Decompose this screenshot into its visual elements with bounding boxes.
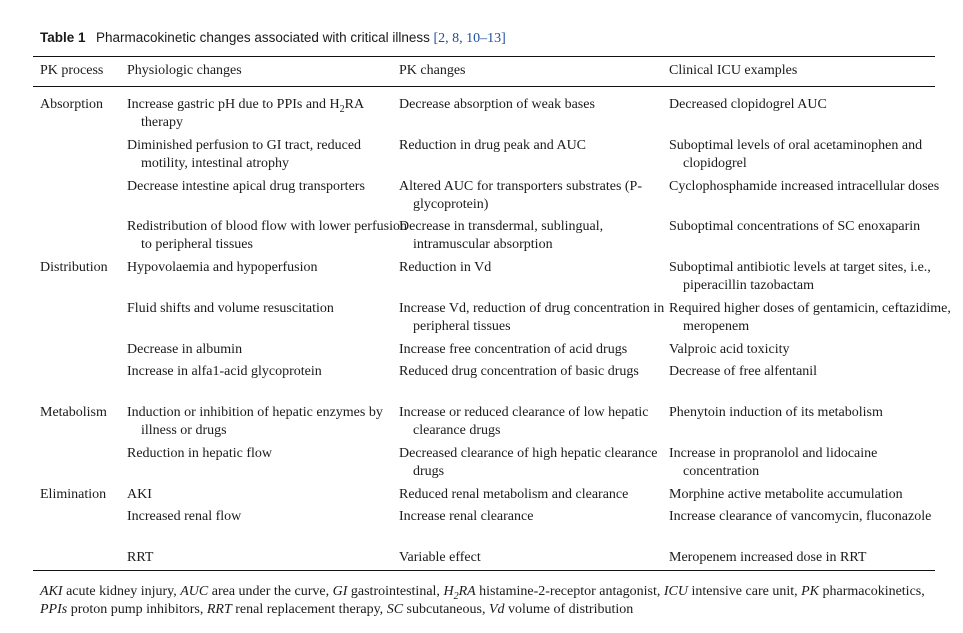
cell-physiologic: AKI xyxy=(127,487,152,502)
cell-pk: Reduced drug concentration of basic drugs xyxy=(399,364,639,379)
bottom-rule xyxy=(33,570,935,571)
cell-pk: Reduction in drug peak and AUC xyxy=(399,138,587,153)
cell-pk: Decrease absorption of weak bases xyxy=(399,97,595,112)
cell-physiologic: Decrease in albumin xyxy=(127,342,243,357)
header-clinical-examples: Clinical ICU examples xyxy=(669,63,798,78)
cell-pk: Increase or reduced clearance of low hepatic clearance drugs xyxy=(399,405,649,438)
cell-physiologic: Increase gastric pH due to PPIs and $H_2RA$ therapy xyxy=(127,97,364,130)
table-label: Table 1 xyxy=(40,30,86,45)
cell-physiologic: Induction or inhibition of hepatic enzymes by illness or drugs xyxy=(127,405,383,438)
cell-clinical: Morphine active metabolite accumulation xyxy=(669,487,903,502)
cell-pk: Reduced renal metabolism and clearance xyxy=(399,487,629,502)
cell-process: Metabolism xyxy=(40,405,107,420)
cell-clinical: Meropenem increased dose in RRT xyxy=(669,550,867,565)
table-caption xyxy=(40,29,940,48)
cell-clinical: Increase in propranolol and lidocaine concentration xyxy=(669,446,878,479)
table-footnote: AKI acute kidney injury, AUC area under the curve, GI gastrointestinal, $H_2RA$ histamine-2-receptor antagonist, ICU intensive care unit, PK pharmacokinetics, PPIs proton pump inhibitors, RRT renal replacement therapy, SC subcutaneous, Vd volume of distribution xyxy=(40,584,925,617)
cell-clinical: Increase clearance of vancomycin, fluconazole xyxy=(669,509,932,524)
cell-pk: Decrease in transdermal, sublingual, intramuscular absorption xyxy=(399,219,604,252)
header-pk-process: PK process xyxy=(40,63,104,78)
header-pk-changes: PK changes xyxy=(399,63,466,78)
cell-clinical: Suboptimal levels of oral acetaminophen and clopidogrel xyxy=(669,138,923,171)
top-rule xyxy=(33,56,935,57)
cell-clinical: Suboptimal concentrations of SC enoxaparin xyxy=(669,219,921,234)
cell-physiologic: Increased renal flow xyxy=(127,509,242,524)
cell-pk: Increase Vd, reduction of drug concentration in peripheral tissues xyxy=(399,301,665,334)
header-rule xyxy=(33,86,935,87)
cell-physiologic: RRT xyxy=(127,550,154,565)
cell-pk: Increase free concentration of acid drugs xyxy=(399,342,628,357)
cell-clinical: Valproic acid toxicity xyxy=(669,342,790,357)
cell-physiologic: Increase in alfa1-acid glycoprotein xyxy=(127,364,322,379)
cell-clinical: Suboptimal antibiotic levels at target sites, i.e., piperacillin tazobactam xyxy=(669,260,931,293)
cell-process: Distribution xyxy=(40,260,108,275)
table-title: Pharmacokinetic changes associated with critical illness xyxy=(96,30,430,45)
cell-clinical: Required higher doses of gentamicin, ceftazidime, meropenem xyxy=(669,301,951,334)
cell-process: Elimination xyxy=(40,487,107,502)
cell-clinical: Decreased clopidogrel AUC xyxy=(669,97,827,112)
cell-pk: Variable effect xyxy=(399,550,481,565)
cell-physiologic: Reduction in hepatic flow xyxy=(127,446,273,461)
cell-clinical: Phenytoin induction of its metabolism xyxy=(669,405,883,420)
table-references[interactable]: [2, 8, 10–13] xyxy=(433,31,506,46)
cell-physiologic: Diminished perfusion to GI tract, reduced motility, intestinal atrophy xyxy=(127,138,362,171)
cell-pk: Increase renal clearance xyxy=(399,509,534,524)
cell-clinical: Cyclophosphamide increased intracellular doses xyxy=(669,179,940,194)
cell-clinical: Decrease of free alfentanil xyxy=(669,364,818,379)
cell-physiologic: Hypovolaemia and hypoperfusion xyxy=(127,260,318,275)
header-physiologic-changes: Physiologic changes xyxy=(127,63,242,78)
cell-pk: Reduction in Vd xyxy=(399,260,492,275)
cell-physiologic: Decrease intestine apical drug transporters xyxy=(127,179,365,194)
cell-physiologic: Redistribution of blood flow with lower perfusion to peripheral tissues xyxy=(127,219,407,252)
cell-pk: Altered AUC for transporters substrates (P-glycoprotein) xyxy=(399,179,643,212)
cell-process: Absorption xyxy=(40,97,103,112)
cell-physiologic: Fluid shifts and volume resuscitation xyxy=(127,301,334,316)
cell-pk: Decreased clearance of high hepatic clearance drugs xyxy=(399,446,658,479)
